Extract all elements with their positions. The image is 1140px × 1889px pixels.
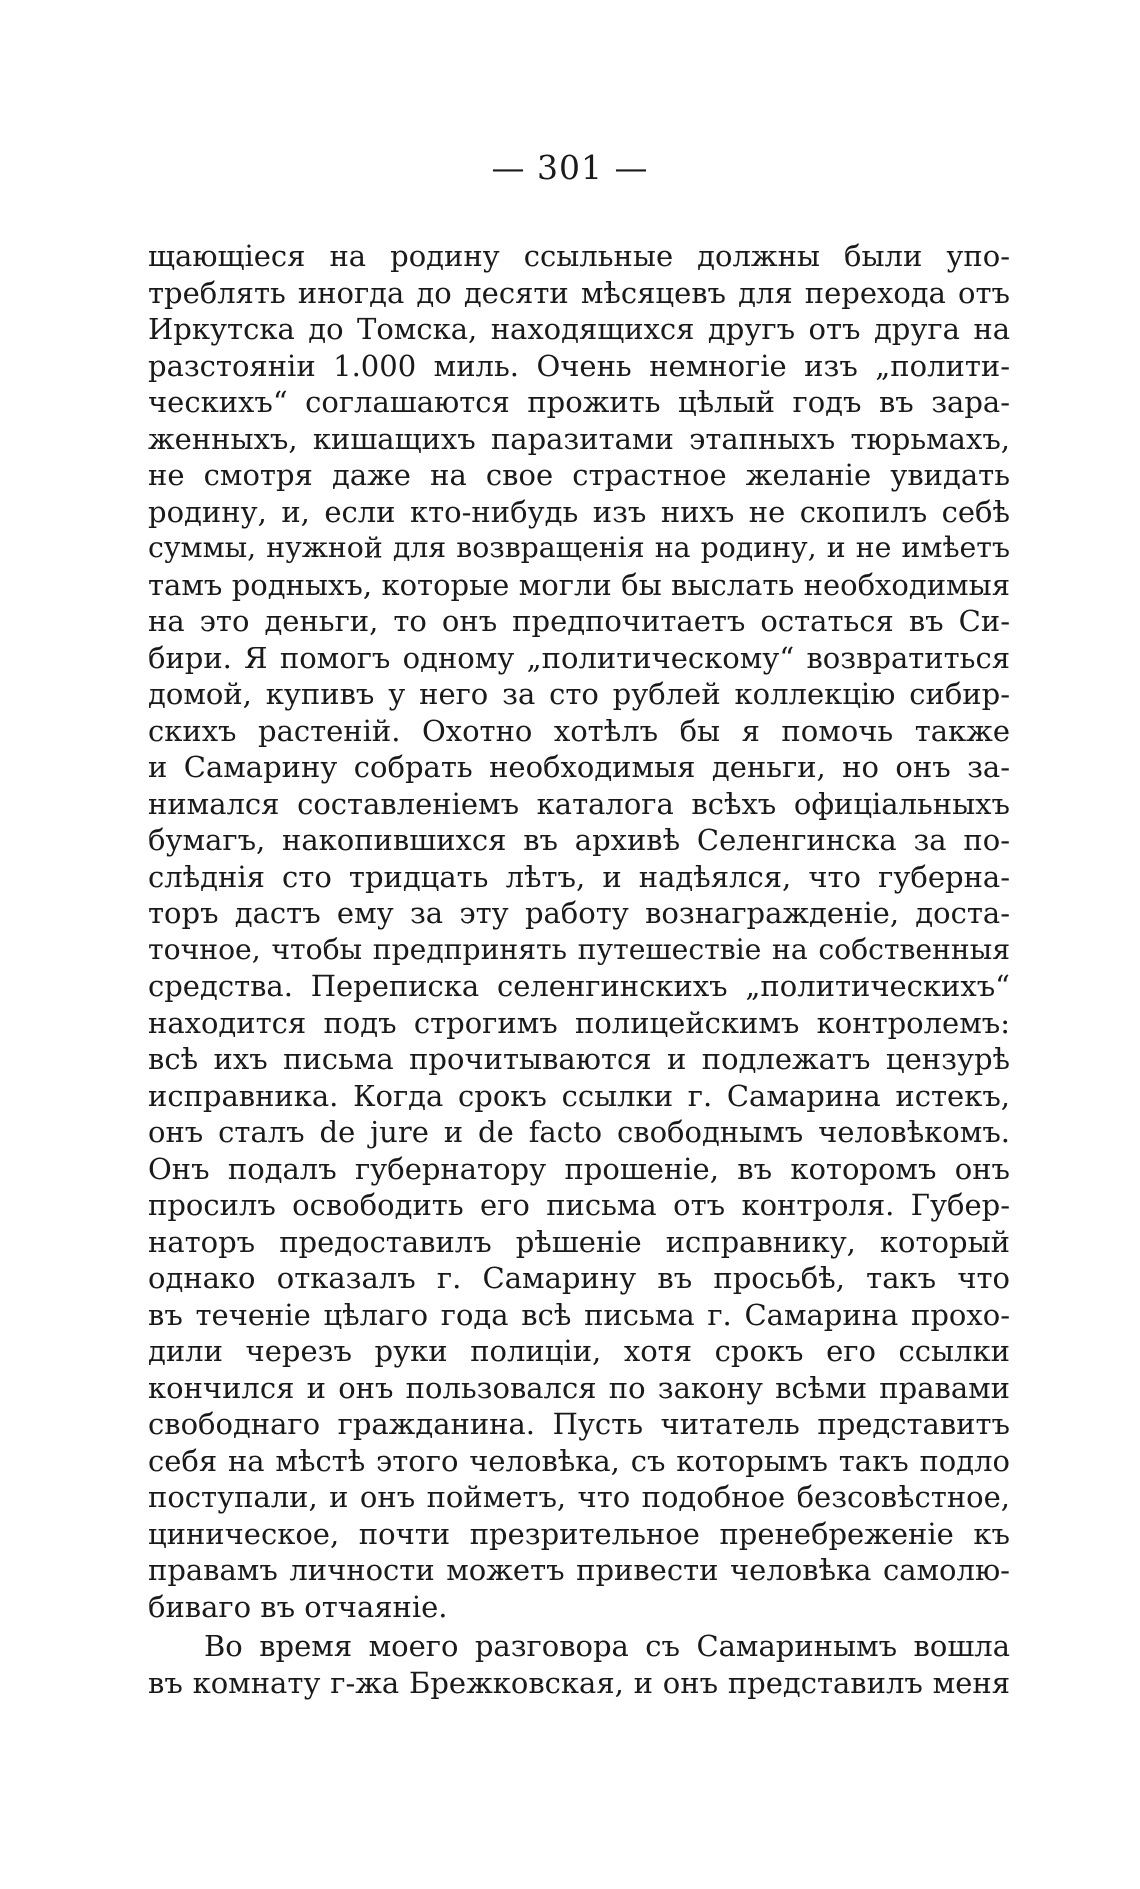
text-line: кончился и онъ пользовался по закону всѣми правами [148, 1370, 1010, 1405]
text-line: биваго въ отчаяніе. [148, 1589, 448, 1624]
text-line: тамъ родныхъ, которые могли бы выслать необходимыя [148, 567, 1010, 602]
text-line: женныхъ, кишащихъ паразитами этапныхъ тюрьмахъ, [148, 421, 1010, 456]
text-line: въ теченіе цѣлаго года всѣ письма г. Самарина прохо- [148, 1297, 1010, 1332]
text-line: однако отказалъ г. Самарину въ просьбѣ, такъ что [148, 1261, 1010, 1295]
text-line: треблять иногда до десяти мѣсяцевъ для перехода отъ [148, 275, 1010, 310]
text-line: находится подъ строгимъ полицейскимъ контролемъ: [148, 1005, 1010, 1040]
text-line: средства. Переписка селенгинскихъ „политическихъ“ [148, 969, 1010, 1003]
text-line: исправника. Когда срокъ ссылки г. Самарина истекъ, [148, 1078, 1010, 1113]
text-line: и Самарину собрать необходимыя деньги, но онъ за- [148, 750, 1010, 784]
page-number: — 301 — [491, 148, 649, 187]
text-line: наторъ предоставилъ рѣшеніе исправнику, который [148, 1224, 1010, 1259]
text-line: суммы, нужной для возвращенія на родину, и не имѣетъ [148, 531, 1010, 564]
text-line: себя на мѣстѣ этого человѣка, съ которымъ такъ подло [148, 1443, 1010, 1478]
text-line: Во время моего разговора съ Самаринымъ вошла [204, 1629, 1010, 1663]
paragraph-2 [148, 1628, 1010, 1701]
text-line: Онъ подалъ губернатору прошеніе, въ которомъ онъ [148, 1151, 1010, 1186]
text-line: ческихъ“ соглашаются прожить цѣлый годъ въ зара- [148, 385, 1010, 419]
text-line: Иркутска до Томска, находящихся другъ отъ друга на [148, 312, 1010, 346]
text-line: всѣ ихъ письма прочитываются и подлежатъ цензурѣ [148, 1042, 1010, 1076]
text-line: родину, и, если кто-нибудь изъ нихъ не скопилъ себѣ [148, 494, 1010, 529]
text-line: онъ сталъ de jure и de facto свободнымъ человѣкомъ. [148, 1115, 1010, 1149]
text-line: нимался составленіемъ каталога всѣхъ офиціальныхъ [148, 786, 1010, 821]
text-line: поступали, и онъ пойметъ, что подобное безсовѣстное, [148, 1480, 1010, 1514]
text-line: щающіеся на родину ссыльные должны были упо- [148, 239, 1010, 273]
text-line: торъ дастъ ему за эту работу вознагражденіе, доста- [148, 896, 1010, 930]
text-line: не смотря даже на свое страстное желаніе увидать [148, 458, 1010, 492]
text-line: скихъ растеній. Охотно хотѣлъ бы я помочь также [148, 713, 1010, 748]
text-line: на это деньги, то онъ предпочитаетъ остаться въ Си- [148, 604, 1010, 638]
text-line: бири. Я помогъ одному „политическому“ возвратиться [148, 640, 1010, 675]
text-line: точное, чтобы предпринять путешествіе на собственныя [148, 932, 1010, 966]
text-line: бумагъ, накопившихся въ архивѣ Селенгинска за по- [148, 823, 1010, 857]
text-line: слѣднія сто тридцать лѣтъ, и надѣялся, что губерна- [148, 859, 1010, 894]
text-line: циническое, почти презрительное пренебреженіе къ [148, 1516, 1010, 1551]
text-line: правамъ личности можетъ привести человѣка самолю- [148, 1553, 1010, 1587]
paragraph-1 [148, 238, 1010, 1625]
text-line: дили черезъ руки полиціи, хотя срокъ его ссылки [148, 1334, 1010, 1368]
body-text [148, 238, 1010, 1701]
text-line: разстояніи 1.000 миль. Очень немногіе изъ „полити- [148, 348, 1010, 383]
text-line: просилъ освободить его письма отъ контроля. Губер- [148, 1188, 1010, 1222]
text-line: домой, купивъ у него за сто рублей коллекцію сибир- [148, 677, 1010, 711]
text-line: въ комнату г-жа Брежковская, и онъ представилъ меня [148, 1665, 1010, 1700]
text-line: свободнаго гражданина. Пусть читатель представитъ [148, 1407, 1010, 1441]
